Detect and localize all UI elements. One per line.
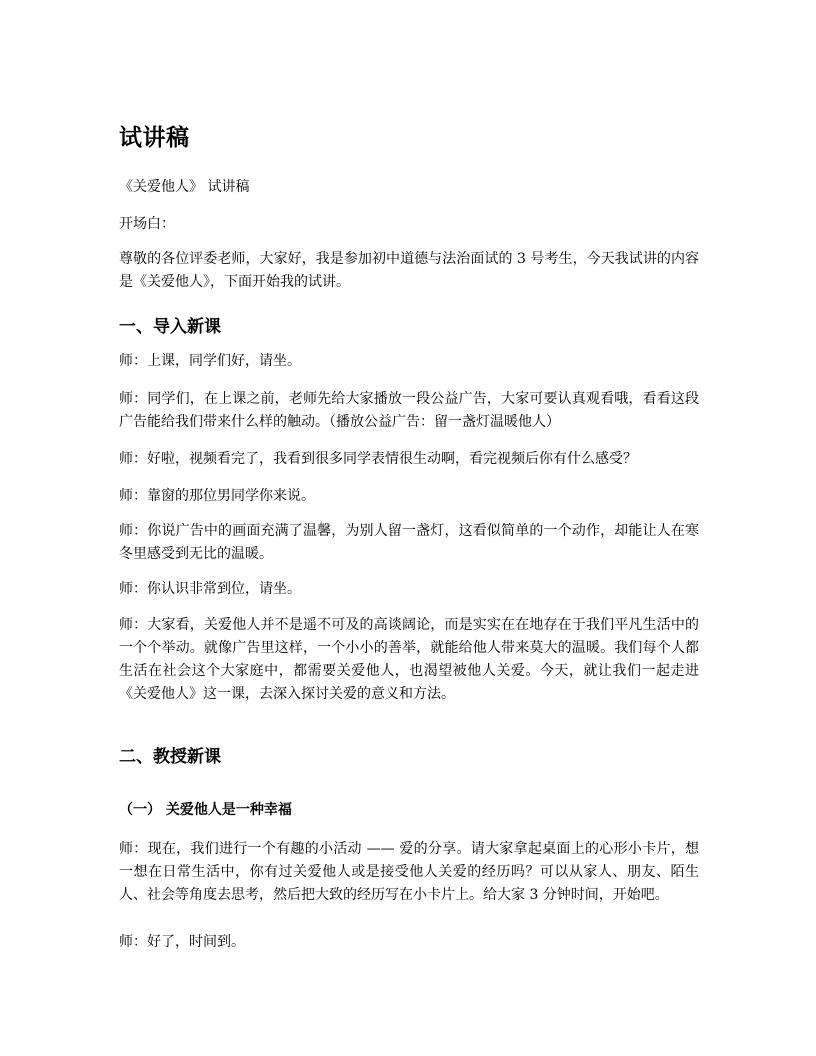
paragraph: 师：靠窗的那位男同学你来说。	[119, 488, 315, 504]
paragraph: 师：你说广告中的画面充满了温馨，为别人留一盏灯，这看似简单的一个动作，却能让人在寒冬里感受到无比的温暖。	[119, 523, 699, 562]
paragraph: 师：好了，时间到。	[119, 934, 245, 950]
section-heading-intro: 一、导入新课	[119, 317, 221, 337]
section-heading-teaching: 二、教授新课	[119, 747, 221, 767]
paragraph: 师：你认识非常到位，请坐。	[119, 581, 301, 597]
paragraph: 师：同学们，在上课之前，老师先给大家播放一段公益广告，大家可要认真观看哦，看看这段广告能给我们带来什么样的触动。（播放公益广告：留一盏灯温暖他人）	[119, 391, 699, 430]
subtitle: 《关爱他人》 试讲稿	[119, 179, 250, 195]
paragraph: 师：好啦，视频看完了，我看到很多同学表情很生动啊，看完视频后你有什么感受？	[119, 451, 637, 467]
paragraph: 师：现在，我们进行一个有趣的小活动 —— 爱的分享。请大家拿起桌面上的心形小卡片，想一想在日常生活中，你有过关爱他人或是接受他人关爱的经历吗？可以从家人、朋友、陌生人、社会等角度去思考，然后把大致的经历写在小卡片上。给大家 3 分钟时间，开始吧。	[119, 841, 699, 903]
document-title: 试讲稿	[119, 124, 190, 151]
paragraph: 师：上课，同学们好，请坐。	[119, 353, 301, 369]
subsection-heading: （一） 关爱他人是一种幸福	[119, 802, 292, 818]
opening-label: 开场白：	[119, 216, 175, 232]
paragraph: 师：大家看，关爱他人并不是遥不可及的高谈阔论，而是实实在在地存在于我们平凡生活中的一个个举动。就像广告里这样，一个小小的善举，就能给他人带来莫大的温暖。我们每个人都生活在社会这个大家庭中，都需要关爱他人，也渴望被他人关爱。今天，就让我们一起走进《关爱他人》这一课，去深入探讨关爱的意义和方法。	[119, 617, 699, 702]
opening-text: 尊敬的各位评委老师，大家好，我是参加初中道德与法治面试的 3 号考生，今天我试讲的内容是《关爱他人》，下面开始我的试讲。	[119, 251, 699, 290]
